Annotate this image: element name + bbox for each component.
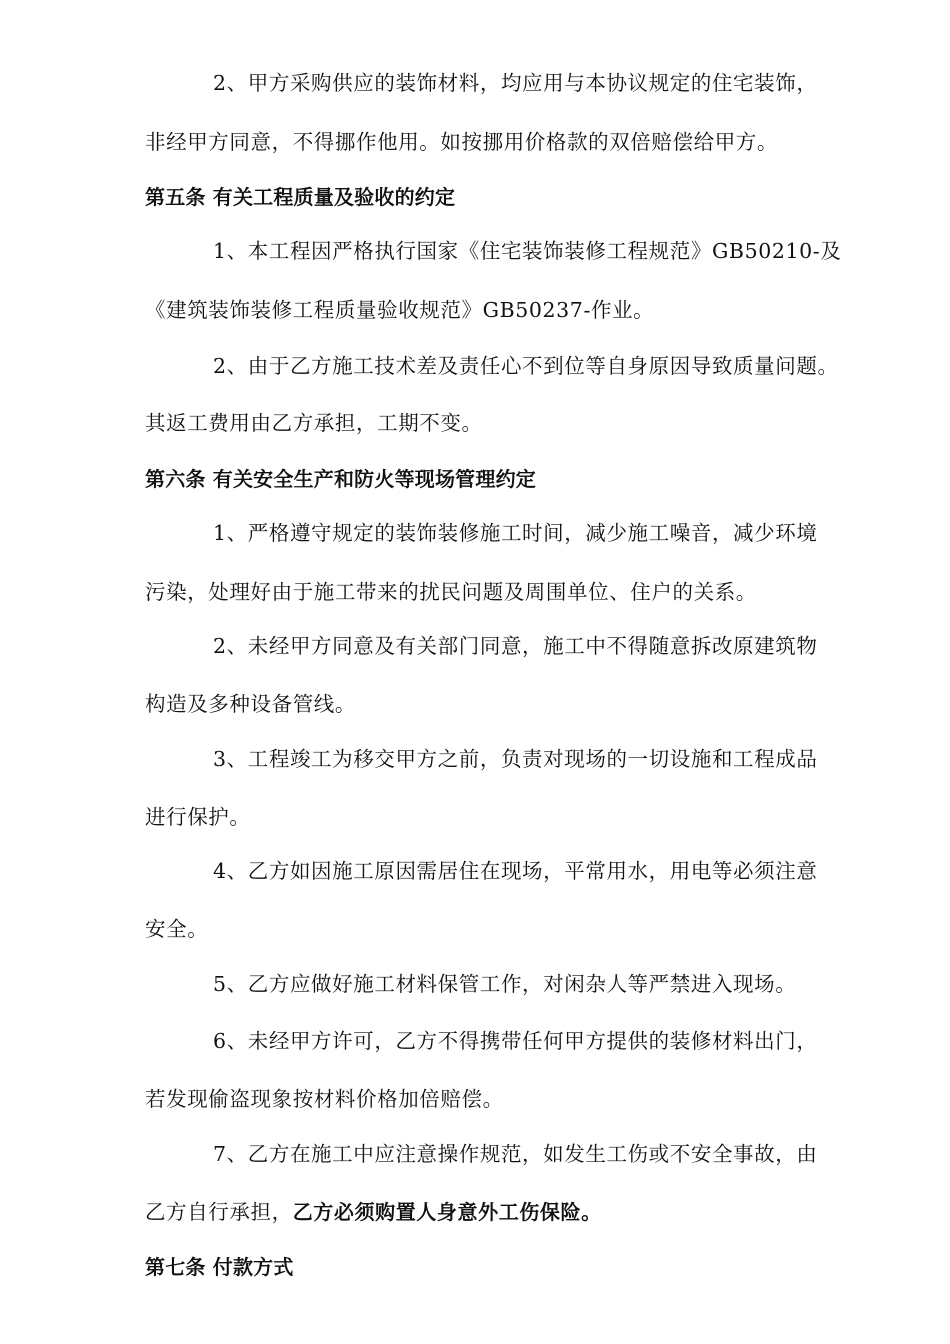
paragraph-line xyxy=(145,1198,602,1226)
paragraph-line: 2、未经甲方同意及有关部门同意，施工中不得随意拆改原建筑物 xyxy=(213,634,818,658)
paragraph-line: 3、工程竣工为移交甲方之前，负责对现场的一切设施和工程成品 xyxy=(213,747,818,771)
paragraph-line: 1、严格遵守规定的装饰装修施工时间，减少施工噪音，减少环境 xyxy=(213,521,818,545)
paragraph-line: 1、本工程因严格执行国家《住宅装饰装修工程规范》GB50210-及 xyxy=(213,239,842,263)
paragraph-line: 进行保护。 xyxy=(145,805,251,829)
paragraph-line: 安全。 xyxy=(145,917,209,941)
paragraph-line: 2、甲方采购供应的装饰材料，均应用与本协议规定的住宅装饰， xyxy=(213,71,818,95)
paragraph-line: 6、未经甲方许可，乙方不得携带任何甲方提供的装修材料出门， xyxy=(213,1029,818,1053)
document-page xyxy=(145,0,867,1344)
paragraph-line: 构造及多种设备管线。 xyxy=(145,692,356,716)
paragraph-line: 其返工费用由乙方承担，工期不变。 xyxy=(145,411,483,435)
section-heading: 第六条 有关安全生产和防火等现场管理约定 xyxy=(145,467,536,491)
paragraph-line: 若发现偷盗现象按材料价格加倍赔偿。 xyxy=(145,1087,504,1111)
paragraph-line: 5、乙方应做好施工材料保管工作，对闲杂人等严禁进入现场。 xyxy=(213,972,797,996)
emphasized-text: 乙方必须购置人身意外工伤保险。 xyxy=(292,1200,602,1224)
paragraph-line: 7、乙方在施工中应注意操作规范，如发生工伤或不安全事故，由 xyxy=(213,1142,818,1166)
paragraph-line: 非经甲方同意，不得挪作他用。如按挪用价格款的双倍赔偿给甲方。 xyxy=(145,130,778,154)
paragraph-line: 污染，处理好由于施工带来的扰民问题及周围单位、住户的关系。 xyxy=(145,580,757,604)
section-heading: 第七条 付款方式 xyxy=(145,1255,294,1279)
paragraph-line: 《建筑装饰装修工程质量验收规范》GB50237-作业。 xyxy=(145,298,655,322)
paragraph-line: 2、由于乙方施工技术差及责任心不到位等自身原因导致质量问题。 xyxy=(213,354,839,378)
paragraph-line: 4、乙方如因施工原因需居住在现场，平常用水，用电等必须注意 xyxy=(213,859,818,883)
paragraph-text: 乙方自行承担， xyxy=(145,1200,293,1224)
section-heading: 第五条 有关工程质量及验收的约定 xyxy=(145,185,456,209)
